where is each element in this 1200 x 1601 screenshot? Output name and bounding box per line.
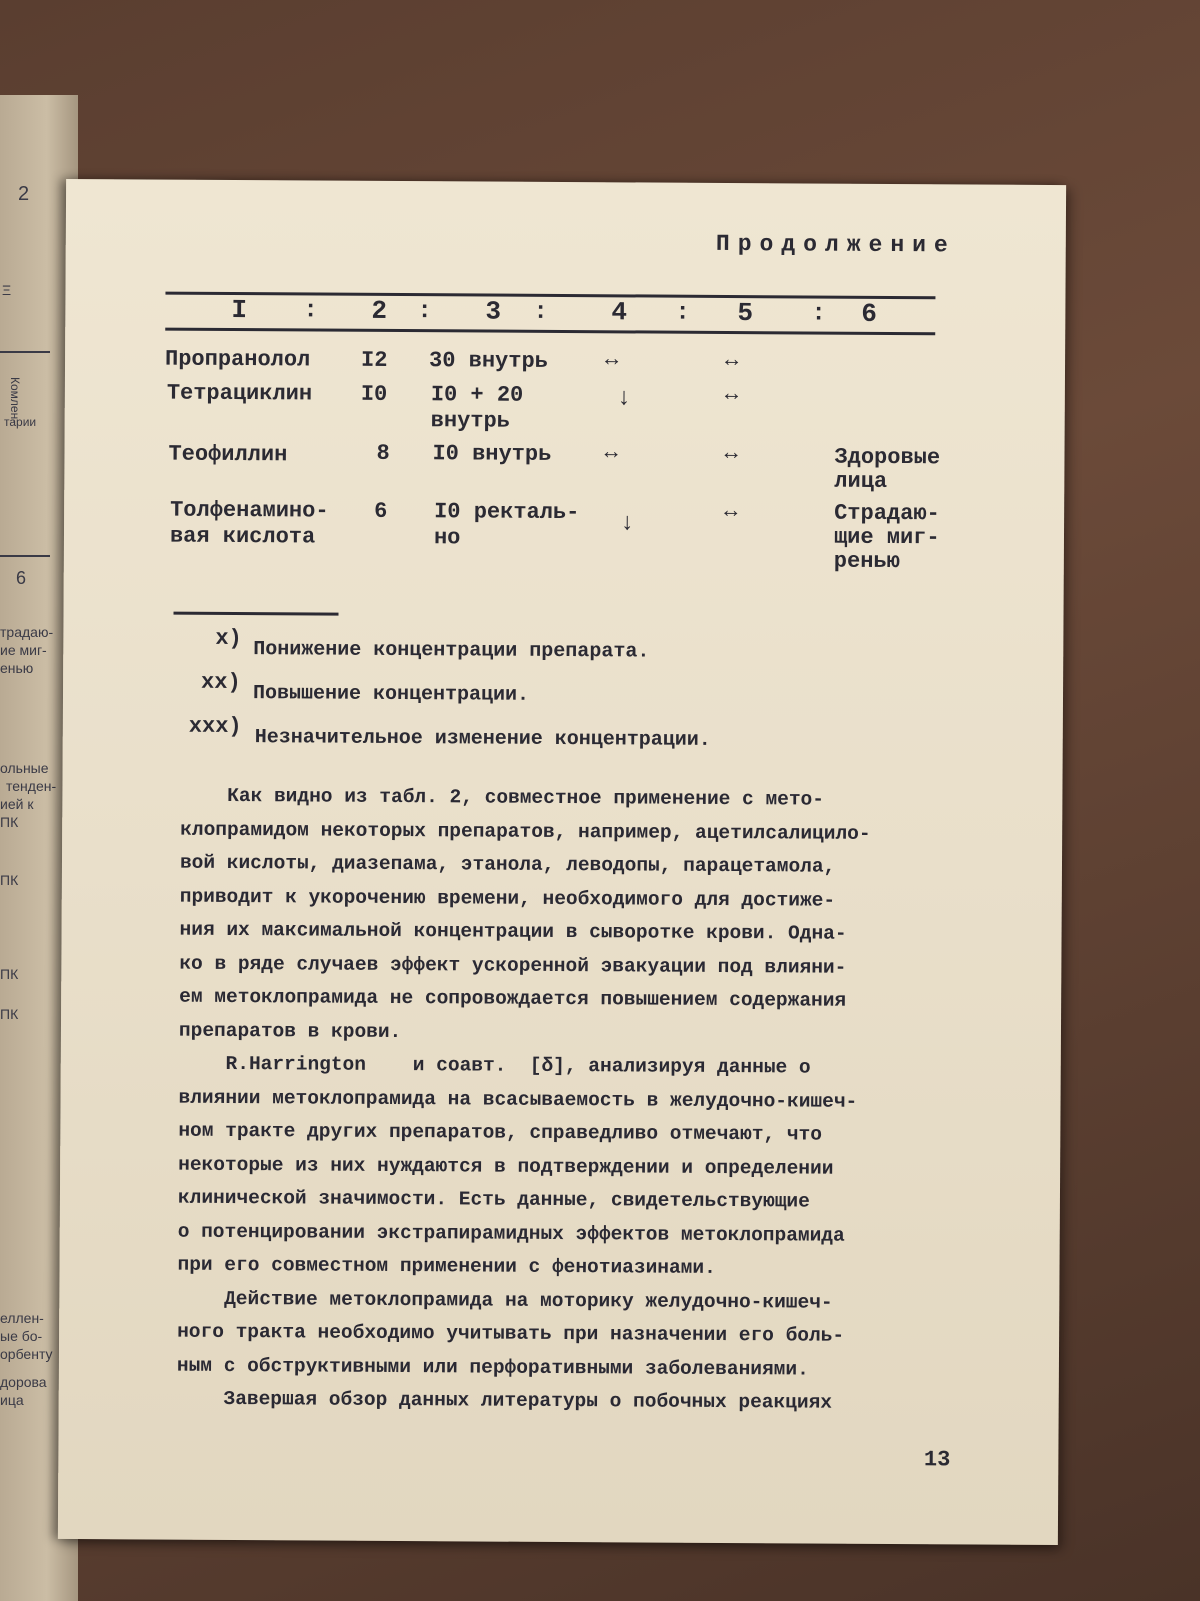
- no-change-arrow-icon: ↔: [604, 440, 616, 466]
- left-fragment: 2: [18, 183, 30, 205]
- text-line: Действие метоклопрамида на моторику желудочно-кишеч-: [177, 1287, 833, 1314]
- column-separator: :: [675, 299, 690, 327]
- left-fragment: ые бо-: [0, 1328, 43, 1344]
- footnote-rule: [174, 612, 339, 616]
- left-fragment: 6: [16, 568, 27, 588]
- no-change-arrow-icon: ↔: [724, 440, 736, 467]
- column-header-2: 2: [371, 295, 388, 326]
- column-header-5: 5: [737, 298, 754, 329]
- table-header-rule: [165, 328, 935, 336]
- left-fragment: ией к: [0, 796, 34, 812]
- no-change-arrow-icon: ↔: [724, 381, 737, 408]
- text-line: при его совместном применении с фенотиазинами.: [177, 1253, 716, 1279]
- column-header-3: 3: [485, 296, 502, 327]
- left-fragment: енью: [0, 660, 34, 676]
- left-fragment: ПК: [0, 966, 19, 982]
- table-cell-n: I0: [360, 381, 388, 407]
- footnote-text: Понижение концентрации препарата.: [253, 638, 650, 664]
- text-line: Завершая обзор данных литературы о побочных реакциях: [176, 1387, 833, 1414]
- text-line: влиянии метоклопрамида на всасываемость в желудочно-кишеч-: [178, 1086, 858, 1113]
- table-cell-drug: Пропранолол: [164, 346, 311, 373]
- column-separator: :: [533, 298, 548, 326]
- table-cell-group: Здоровые лица: [834, 444, 941, 494]
- left-fragment: ПК: [0, 814, 19, 830]
- table-cell-dose: 30 внутрь: [428, 348, 548, 374]
- left-fragment: тенден-: [6, 778, 57, 794]
- left-fragment: Ξ: [2, 282, 12, 298]
- text-line: ко в ряде случаев эффект ускоренной эвакуации под влияни-: [179, 952, 847, 979]
- left-fragment: ПК: [0, 1006, 19, 1022]
- text-line: некоторые из них нуждаются в подтверждении и определении: [178, 1153, 834, 1180]
- left-fragment: еллен-: [0, 1310, 44, 1326]
- left-rule: [0, 351, 50, 353]
- column-header-4: 4: [611, 297, 628, 328]
- table-top-rule: [165, 292, 935, 300]
- page-number: 13: [923, 1447, 951, 1473]
- continuation-heading: Продолжение: [715, 230, 956, 259]
- left-fragment: традаю-: [0, 624, 54, 640]
- text-line: приводит к укорочению времени, необходимого для достиже-: [179, 885, 836, 912]
- left-fragment: ПК: [0, 872, 19, 888]
- table-cell-dose: I0 ректаль- но: [433, 499, 580, 551]
- table-cell-drug: Тетрациклин: [166, 380, 313, 407]
- text-line: ным с обструктивными или перфоративными заболеваниями.: [176, 1354, 809, 1381]
- text-line: клинической значимости. Есть данные, свидетельствующие: [177, 1186, 810, 1213]
- column-separator: :: [303, 297, 318, 325]
- footnote-text: Незначительное изменение концентрации.: [254, 726, 711, 752]
- left-fragment: Комлен-: [8, 377, 22, 424]
- left-fragment: ольные: [0, 760, 49, 776]
- table-cell-drug: Толфенамино- вая кислота: [169, 497, 329, 550]
- decrease-arrow-icon: ↓: [616, 385, 632, 413]
- left-fragment: ие миг-: [0, 642, 47, 658]
- table-cell-dose: I0 внутрь: [432, 441, 552, 467]
- column-header-6: 6: [861, 298, 878, 329]
- book-page: [58, 179, 1066, 1545]
- left-fragment: орбенту: [0, 1346, 53, 1362]
- no-change-arrow-icon: ↔: [724, 498, 736, 525]
- left-fragment: дорова: [0, 1374, 47, 1390]
- table-cell-drug: Теофиллин: [168, 441, 288, 468]
- left-fragment: ица: [0, 1392, 24, 1408]
- table-cell-n: 8: [376, 440, 390, 466]
- table-cell-group: Страдаю- щие миг- ренью: [833, 500, 940, 575]
- text-line: ем метоклопрамида не сопровождается повышением содержания: [179, 985, 847, 1012]
- table-cell-n: I2: [360, 347, 388, 373]
- text-line: ния их максимальной концентрации в сыворотке крови. Одна-: [179, 918, 847, 945]
- text-line: вой кислоты, диазепама, этанола, леводопы, парацетамола,: [179, 851, 836, 878]
- column-header-1: I: [231, 294, 248, 326]
- left-rule: [0, 555, 50, 557]
- table-cell-n: 6: [374, 498, 388, 524]
- footnote-marker: xxx): [188, 713, 242, 740]
- footnote-marker: xx): [201, 669, 241, 696]
- body-text: [177, 780, 971, 1421]
- table-cell-dose: I0 + 20 внутрь: [430, 382, 524, 434]
- text-line: Как видно из табл. 2, совместное применение с мето-: [180, 784, 825, 811]
- text-line: клопрамидом некоторых препаратов, например, ацетилсалицило-: [180, 818, 871, 845]
- column-separator: :: [417, 298, 432, 326]
- text-line: ного тракта необходимо учитывать при назначении его боль-: [177, 1320, 845, 1347]
- no-change-arrow-icon: ↔: [724, 347, 737, 374]
- decrease-arrow-icon: ↓: [619, 510, 635, 538]
- footnote-marker: x): [215, 625, 242, 652]
- left-fragment: тарии: [4, 415, 37, 429]
- text-line: R.Harrington и соавт. [δ], анализируя данные о: [178, 1052, 811, 1079]
- column-separator: :: [811, 300, 826, 328]
- text-line: препаратов в крови.: [178, 1019, 402, 1043]
- text-line: ном тракте других препаратов, справедливо отмечают, что: [178, 1119, 823, 1146]
- no-change-arrow-icon: ↔: [604, 347, 617, 373]
- footnote-text: Повышение концентрации.: [252, 682, 530, 707]
- text-line: о потенцировании экстрапирамидных эффектов метоклопрамида: [177, 1220, 845, 1247]
